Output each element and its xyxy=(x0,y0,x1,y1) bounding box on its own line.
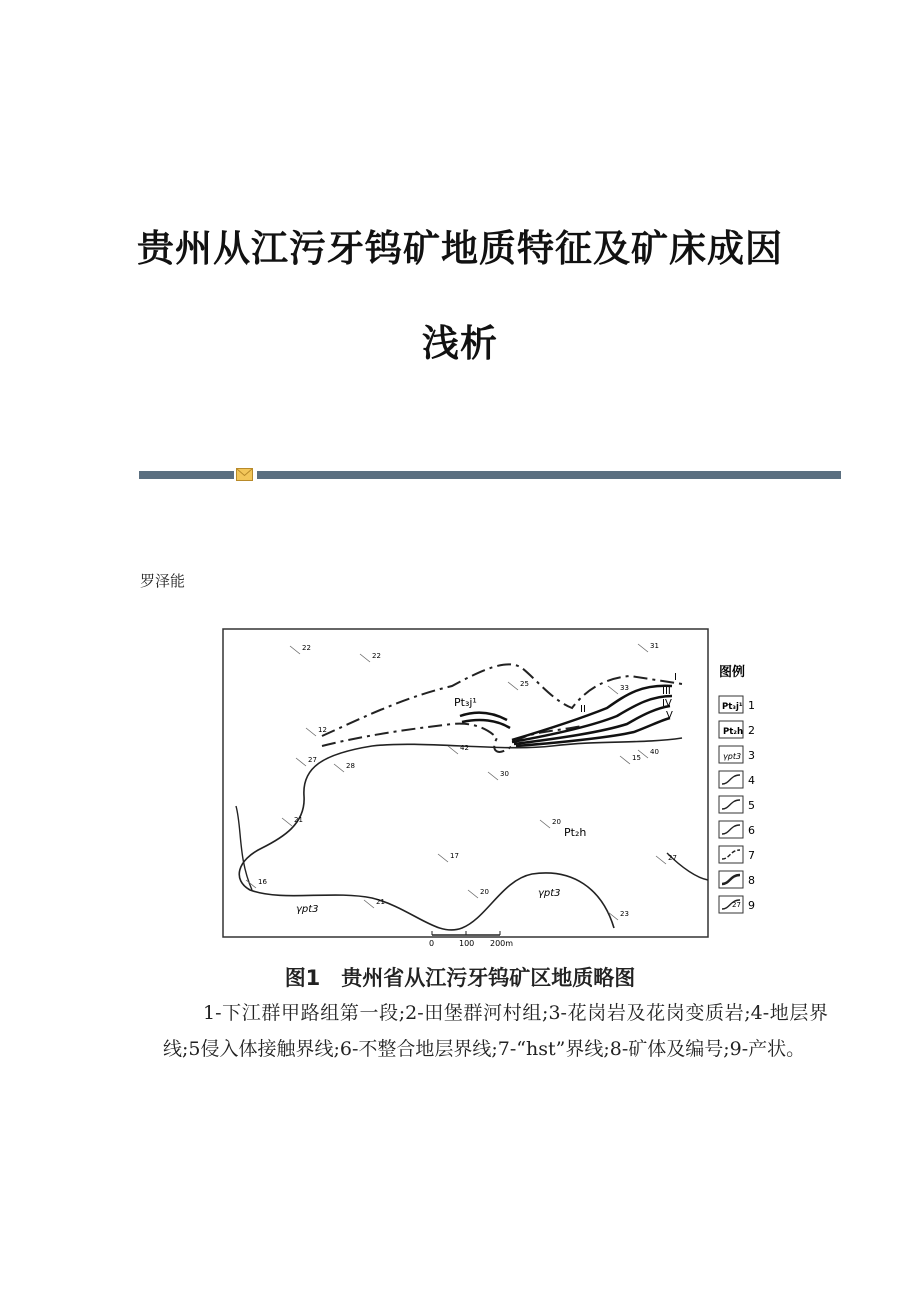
legend-number: 9 xyxy=(748,899,755,912)
dip-value-label: 23 xyxy=(620,910,629,918)
scale-label-200m: 200m xyxy=(490,939,514,948)
scale-label-100: 100 xyxy=(459,939,475,948)
dip-value-label: 21 xyxy=(376,898,385,906)
figure-legend-text: 1-下江群甲路组第一段;2-田堡群河村组;3-花岗岩及花岗变质岩;4-地层界线;5侵入体接触界线;6-不整合地层界线;7-“hst”界线;8-矿体及编号;9-产状。 xyxy=(163,1002,828,1060)
figure-caption: 图1 贵州省从江污牙钨矿区地质略图 xyxy=(284,966,636,990)
dip-value-label: 22 xyxy=(372,652,381,660)
orebody-numeral: V xyxy=(666,710,673,721)
dip-value-label: 31 xyxy=(650,642,659,650)
dip-value-label: 27 xyxy=(668,854,677,862)
envelope-icon xyxy=(236,468,253,481)
dip-value-label: 33 xyxy=(620,684,629,692)
orebody-numeral: III xyxy=(662,686,671,697)
dip-value-label: 30 xyxy=(500,770,509,778)
unit-label-gamma-south: γpt3 xyxy=(538,888,561,899)
dip-value-label: 40 xyxy=(650,748,659,756)
unit-label-pt2h: Pt₂h xyxy=(564,826,587,839)
legend-number: 7 xyxy=(748,849,755,862)
unit-label-pt3j: Pt₃j¹ xyxy=(454,696,477,709)
orebody-numeral: I xyxy=(674,672,677,683)
document-title-line-1: 贵州从江污牙钨矿地质特征及矿床成因 xyxy=(137,227,783,270)
orebody-numeral: II xyxy=(580,704,586,715)
divider-right xyxy=(257,471,841,479)
legend-swatch xyxy=(719,846,743,863)
orebody-numeral: IV xyxy=(662,698,672,709)
map-legend xyxy=(719,664,755,913)
divider-left xyxy=(139,471,234,479)
legend-number: 4 xyxy=(748,774,755,787)
dip-value-label: 20 xyxy=(480,888,489,896)
dip-value-label: 42 xyxy=(460,744,469,752)
legend-number: 2 xyxy=(748,724,755,737)
dip-value-label: 21 xyxy=(294,816,303,824)
dip-value-label: 17 xyxy=(450,852,459,860)
legend-number: 1 xyxy=(748,699,755,712)
legend-number: 5 xyxy=(748,799,755,812)
author-name: 罗泽能 xyxy=(140,572,186,590)
legend-title: 图例 xyxy=(719,665,746,680)
legend-unit-gamma: γpt3 xyxy=(723,752,742,761)
dip-value-label: 22 xyxy=(302,644,311,652)
geological-map-figure xyxy=(222,628,762,953)
legend-unit-pt3j: Pt₃j¹ xyxy=(722,702,743,712)
map-frame xyxy=(223,629,708,937)
legend-number: 6 xyxy=(748,824,755,837)
legend-number: 8 xyxy=(748,874,755,887)
unit-label-gamma-west: γpt3 xyxy=(296,904,319,915)
dip-value-label: 28 xyxy=(346,762,355,770)
legend-unit-pt2h: Pt₂h xyxy=(723,727,744,737)
scale-label-0: 0 xyxy=(429,939,435,948)
legend-sample-dip: 27 xyxy=(732,901,741,909)
dip-value-label: 25 xyxy=(520,680,529,688)
document-title-line-2: 浅析 xyxy=(422,322,498,365)
dip-value-label: 15 xyxy=(632,754,641,762)
dip-value-label: 27 xyxy=(308,756,317,764)
legend-number: 3 xyxy=(748,749,755,762)
dip-value-label: 16 xyxy=(258,878,267,886)
dip-value-label: 20 xyxy=(552,818,561,826)
dip-value-label: 12 xyxy=(318,726,327,734)
